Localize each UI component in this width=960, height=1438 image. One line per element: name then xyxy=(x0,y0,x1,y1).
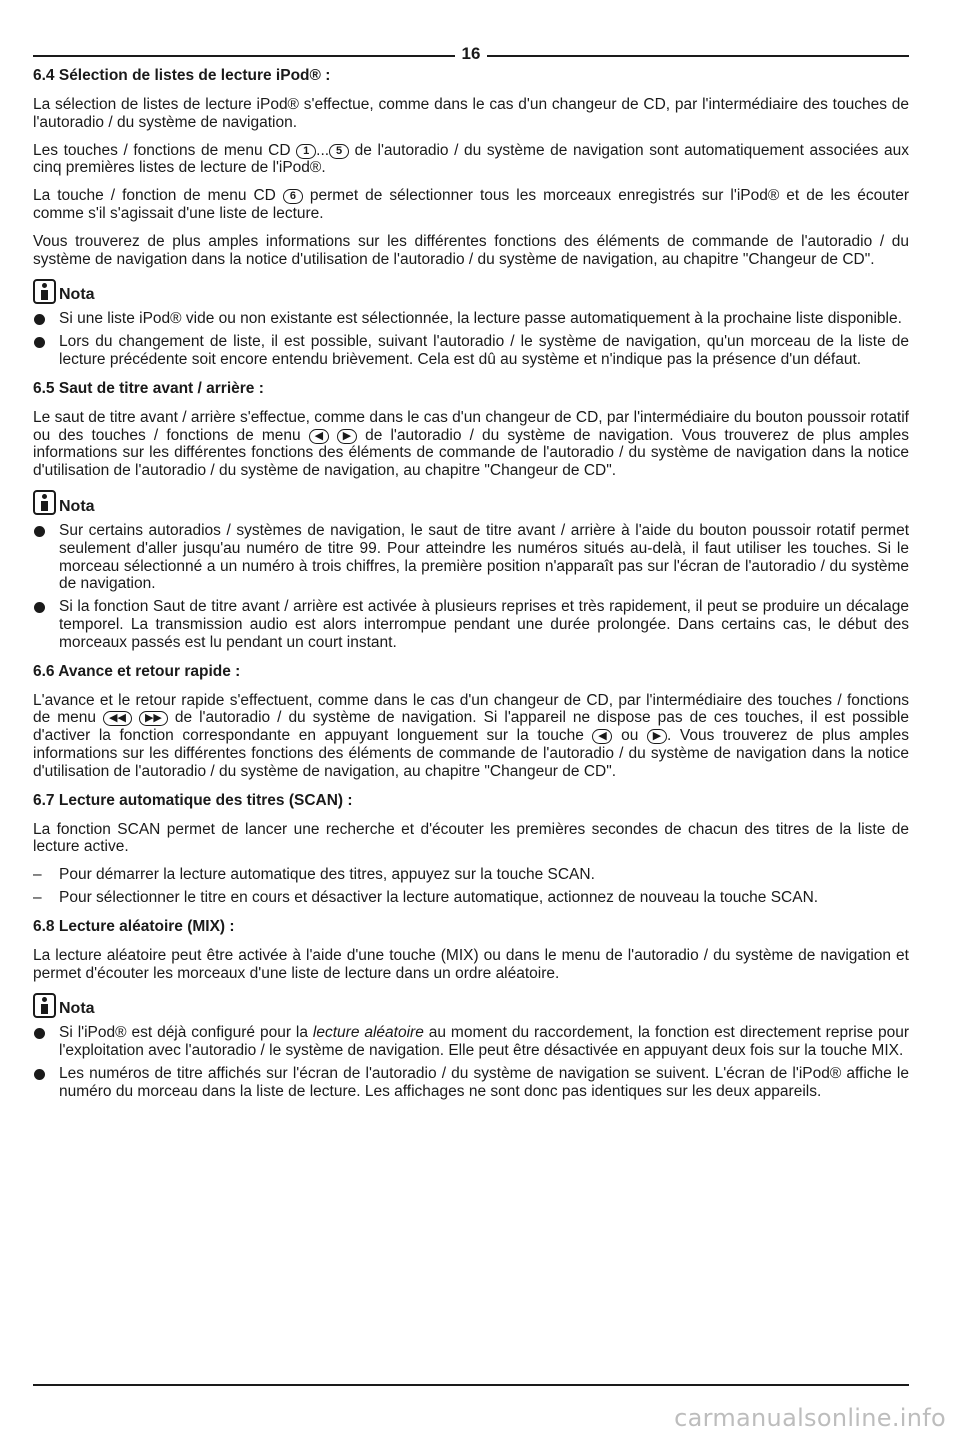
next-key-icon: ▶ xyxy=(337,429,357,444)
bullet-icon xyxy=(34,337,45,348)
list-item xyxy=(33,889,909,907)
list-item xyxy=(33,1065,909,1101)
list-item xyxy=(33,1024,909,1060)
dash-mark: – xyxy=(33,888,42,906)
text: Si une liste iPod® vide ou non existante est sélectionnée, la lecture passe automatiquement à la prochaine liste disponible. xyxy=(59,310,902,328)
nota-heading xyxy=(33,278,909,304)
text: permet de sélectionner tous les morceaux enregistrés sur l'iPod® et de les écouter comme s'il s'agissait d'une liste de lecture. xyxy=(33,187,909,222)
section-6-7-heading: 6.7 Lecture automatique des titres (SCAN) : xyxy=(33,791,353,809)
section-6-4-menu-keys xyxy=(33,142,909,178)
text: Si la fonction Saut de titre avant / arrière est activée à plusieurs reprises et très rapidement, il peut se produire un décalage temporel. La transmission audio est alors interrompue pendant une durée prolongée. Dans certains cas, le début des morceaux passés est lu pendant un court instant. xyxy=(59,598,909,651)
text: au moment du raccordement, la fonction est directement reprise pour l'exploitation avec l'autoradio / le système de navigation. Elle peut être désactivée en appuyant deux fois sur la touche MIX. xyxy=(59,1024,909,1060)
text: Lors du changement de liste, il est possible, suivant l'autoradio / le système de navigation, qu'un morceau de la liste de lecture précédente soit encore entendu brièvement. Cela est dû au système et n'indique pas la présence d'un défaut. xyxy=(59,333,909,368)
section-6-5-heading: 6.5 Saut de titre avant / arrière : xyxy=(33,379,264,397)
nota-label: Nota xyxy=(59,497,95,515)
watermark: carmanualsonline.info xyxy=(674,1404,946,1432)
prev-key-icon: ◀ xyxy=(592,729,612,744)
text: Le saut de titre avant / arrière s'effectue, comme dans le cas d'un changeur de CD, par l'intermédiaire du bouton poussoir rotatif ou des touches / fonctions de menu xyxy=(33,408,909,444)
info-icon xyxy=(33,993,56,1018)
dash-mark: – xyxy=(33,866,42,884)
page-number: 16 xyxy=(461,44,481,63)
list-item xyxy=(33,866,909,884)
page-header xyxy=(33,38,909,63)
section-6-4-more-info: Vous trouverez de plus amples informations sur les différentes fonctions des éléments de commande de l'autoradio / du système de navigation dans la notice d'utilisation de l'autoradio / du système de navigation, au chapitre "Changeur de CD". xyxy=(33,232,909,268)
section-6-4-key-6 xyxy=(33,187,909,223)
header-rule-right xyxy=(487,55,909,57)
list-item xyxy=(33,522,909,593)
rewind-key-icon: ◀◀ xyxy=(103,711,132,726)
section-6-8-heading: 6.8 Lecture aléatoire (MIX) : xyxy=(33,917,235,935)
bullet-icon xyxy=(34,1028,45,1039)
text: ou xyxy=(612,727,647,745)
next-key-icon: ▶ xyxy=(647,729,667,744)
text: ... xyxy=(316,141,330,159)
fast-forward-key-icon: ▶▶ xyxy=(139,711,168,726)
nota-heading xyxy=(33,490,909,516)
text: Pour démarrer la lecture automatique des titres, appuyez sur la touche SCAN. xyxy=(59,866,595,884)
text: de l'autoradio / du système de navigation. Vous trouverez de plus amples informations sur les différentes fonctions des éléments de commande de l'autoradio / du système de navigation dans la notice d'utilisation de l'autoradio / du système de navigation, au chapitre "Changeur de CD". xyxy=(33,426,909,480)
bullet-icon xyxy=(34,526,45,537)
text: L'avance et le retour rapide s'effectuent, comme dans le cas d'un changeur de CD, par l'intermédiaire des touches / fonctions de menu xyxy=(33,691,909,727)
text: Les touches / fonctions de menu CD xyxy=(33,141,297,159)
section-6-6-text xyxy=(33,692,909,781)
text: Si l'iPod® est déjà configuré pour la xyxy=(59,1024,313,1042)
text: La touche / fonction de menu CD xyxy=(33,187,283,205)
text: Les numéros de titre affichés sur l'écran de l'autoradio / du système de navigation se suivent. L'écran de l'iPod® affiche le numéro du morceau dans la liste de lecture. Les affichages ne sont donc pas identiques sur les deux appareils. xyxy=(59,1064,909,1100)
emphasis: lecture aléatoire xyxy=(312,1024,424,1042)
info-icon xyxy=(33,490,56,515)
key-6-icon: 6 xyxy=(283,189,303,204)
prev-key-icon: ◀ xyxy=(309,429,329,444)
text: de l'autoradio / du système de navigation sont automatiquement associées aux cinq premières listes de lecture de l'iPod®. xyxy=(33,141,909,177)
text: Pour sélectionner le titre en cours et désactiver la lecture automatique, actionnez de nouveau la touche SCAN. xyxy=(59,888,819,906)
nota-list xyxy=(33,1024,909,1100)
bullet-icon xyxy=(34,1069,45,1080)
bullet-icon xyxy=(34,602,45,613)
bullet-icon xyxy=(34,314,45,325)
section-6-6-heading: 6.6 Avance et retour rapide : xyxy=(33,662,241,680)
section-6-7-text: La fonction SCAN permet de lancer une recherche et d'écouter les premières secondes de chacun des titres de la liste de lecture active. xyxy=(33,820,909,856)
section-6-4-intro: La sélection de listes de lecture iPod® s'effectue, comme dans le cas d'un changeur de CD, par l'intermédiaire des touches de l'autoradio / du système de navigation. xyxy=(33,96,909,131)
list-item xyxy=(33,598,909,651)
key-1-icon: 1 xyxy=(296,144,316,159)
nota-list xyxy=(33,310,909,368)
nota-label: Nota xyxy=(59,286,95,304)
list-item xyxy=(33,333,909,369)
nota-heading xyxy=(33,992,909,1018)
nota-list xyxy=(33,522,909,652)
footer-rule xyxy=(33,1384,909,1386)
section-6-5-text xyxy=(33,409,909,480)
scan-steps xyxy=(33,866,909,907)
text: . Vous trouverez de plus amples informations sur les différentes fonctions des éléments de commande de l'autoradio / du système de navigation dans la notice d'utilisation de l'autoradio / du système de navigation, au chapitre "Changeur de CD". xyxy=(33,727,909,780)
info-icon xyxy=(33,279,56,304)
nota-label: Nota xyxy=(59,1000,95,1018)
section-6-8-text: La lecture aléatoire peut être activée à l'aide d'une touche (MIX) ou dans le menu de l'autoradio / du système de navigation et permet d'écouter les morceaux d'une liste de lecture dans un ordre aléatoire. xyxy=(33,946,909,982)
section-6-4-heading: 6.4 Sélection de listes de lecture iPod® : xyxy=(33,67,331,84)
list-item xyxy=(33,310,909,328)
key-5-icon: 5 xyxy=(329,144,349,159)
text: Sur certains autoradios / systèmes de navigation, le saut de titre avant / arrière à l'aide du bouton poussoir rotatif permet seulement d'aller jusqu'au numéro de titre 99. Pour atteindre les numéros situés au-delà, il faut utiliser les touches. Si le morceau sélectionné a un numéro à trois chiffres, la première position n'apparaît pas sur l'écran de l'autoradio / du système de navigation. xyxy=(59,521,909,593)
page-content xyxy=(33,38,909,1110)
text: de l'autoradio / du système de navigation. Si l'appareil ne dispose pas de ces touches, il est possible d'activer la fonction correspondante en appuyant longuement sur la touche xyxy=(33,709,909,745)
